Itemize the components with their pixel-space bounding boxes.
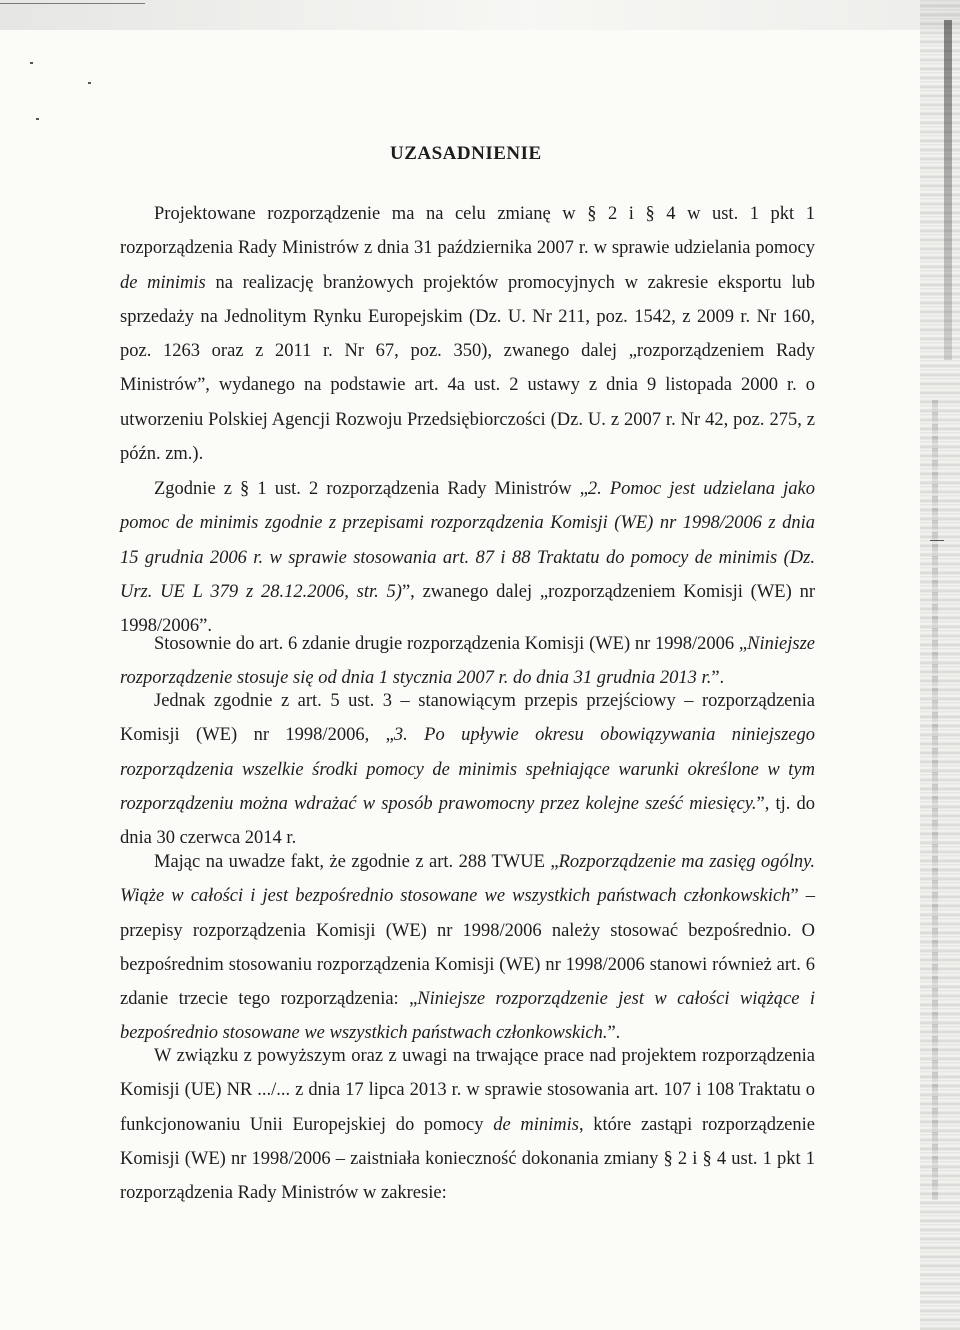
paragraph-legal-basis	[120, 472, 815, 643]
paragraph-conclusion	[120, 1039, 815, 1210]
scan-shadow-right	[920, 0, 960, 1330]
italic-text-segment: 3. Po upływie okresu obowiązywania niniejszego rozporządzenia wszelkie środki pomocy de minimis spełniające warunki określone w tym rozporządzeniu można wdrażać w sposób prawomocny przez kolejne sześć miesięcy.	[120, 725, 815, 814]
text-segment: ” – przepisy rozporządzenia Komisji (WE) nr 1998/2006 należy stosować bezpośrednio. O bezpośrednim stosowaniu rozporządzenia Komisji (WE) nr 1998/2006 stanowi również art. 6 zdanie trzecie tego rozporządzenia: „	[120, 886, 815, 1010]
text-segment: , które zastąpi rozporządzenie Komisji (WE) nr 1998/2006 – zaistniała konieczność dokonania zmiany § 2 i § 4 ust. 1 pkt 1 rozporządzenia Rady Ministrów w zakresie:	[120, 1114, 815, 1204]
italic-text-segment: de minimis	[120, 272, 206, 293]
text-segment: Zgodnie z § 1 ust. 2 rozporządzenia Rady Ministrów „	[154, 479, 588, 499]
text-segment: Jednak zgodnie z art. 5 ust. 3 – stanowiącym przepis przejściowy – rozporządzenia Komisji (WE) nr 1998/2006, „	[120, 691, 815, 746]
scan-speck	[88, 82, 91, 84]
text-segment: ”.	[711, 668, 725, 689]
scan-shadow-top	[0, 0, 960, 30]
document-title: UZASADNIENIE	[390, 143, 542, 164]
italic-text-segment: 2. Pomoc jest udzielana jako pomoc de minimis zgodnie z przepisami rozporządzenia Komisji (WE) nr 1998/2006 z dnia 15 grudnia 2006 r. w sprawie stosowania art. 87 i 88 Traktatu do pomocy de minimis (Dz. Urz. UE L 379 z 28.12.2006, str. 5)	[120, 479, 815, 602]
italic-text-segment: de minimis	[493, 1114, 579, 1135]
text-segment: ”, zwanego dalej „rozporządzeniem Komisji (WE) nr 1998/2006”.	[120, 581, 815, 637]
text-segment: Projektowane rozporządzenie ma na celu zmianę w § 2 i § 4 w ust. 1 pkt 1 rozporządzenia Rady Ministrów z dnia 31 października 2007 r. w sprawie udzielania pomocy	[120, 204, 815, 259]
scan-edge-mid	[932, 400, 938, 1200]
text-segment: Mając na uwadze fakt, że zgodnie z art. 288 TWUE „	[154, 852, 559, 872]
scan-line-top	[0, 3, 145, 4]
scan-speck	[930, 540, 944, 541]
text-segment: ”.	[607, 1023, 621, 1044]
text-segment: ”, tj. do dnia 30 czerwca 2014 r.	[120, 793, 815, 849]
text-segment: Stosownie do art. 6 zdanie drugie rozporządzenia Komisji (WE) nr 1998/2006 „	[154, 634, 748, 654]
text-segment: na realizację branżowych projektów promocyjnych w zakresie eksportu lub sprzedaży na Jednolitym Rynku Europejskim (Dz. U. Nr 211, poz. 1542, z 2009 r. Nr 160, poz. 1263 oraz z 2011 r. Nr 67, poz. 350), zwanego dalej „rozporządzeniem Rady Ministrów”, wydanego na podstawie art. 4a ust. 2 ustawy z dnia 9 listopada 2000 r. o utworzeniu Polskiej Agencji Rozwoju Przedsiębiorczości (Dz. U. z 2007 r. Nr 42, poz. 275, z późn. zm.).	[120, 272, 815, 465]
scan-speck	[30, 62, 33, 64]
paragraph-transition	[120, 684, 815, 855]
italic-text-segment: Rozporządzenie ma zasięg ogólny. Wiąże w całości i jest bezpośrednio stosowane we wszystkich państwach członkowskich	[120, 852, 816, 907]
scan-speck	[36, 118, 39, 120]
scan-edge-dark	[944, 20, 952, 360]
paragraph-scope	[120, 197, 815, 471]
italic-text-segment: Niniejsze rozporządzenie jest w całości wiążące i bezpośrednio stosowane we wszystkich państwach członkowskich.	[120, 989, 815, 1044]
text-segment: W związku z powyższym oraz z uwagi na trwające prace nad projektem rozporządzenia Komisji (UE) NR .../... z dnia 17 lipca 2013 r. w sprawie stosowania art. 107 i 108 Traktatu o funkcjonowaniu Unii Europejskiej do pomocy	[120, 1046, 815, 1135]
paragraph-twue	[120, 845, 815, 1051]
italic-text-segment: Niniejsze rozporządzenie stosuje się od dnia 1 stycznia 2007 r. do dnia 31 grudnia 2013 r.	[120, 634, 815, 689]
